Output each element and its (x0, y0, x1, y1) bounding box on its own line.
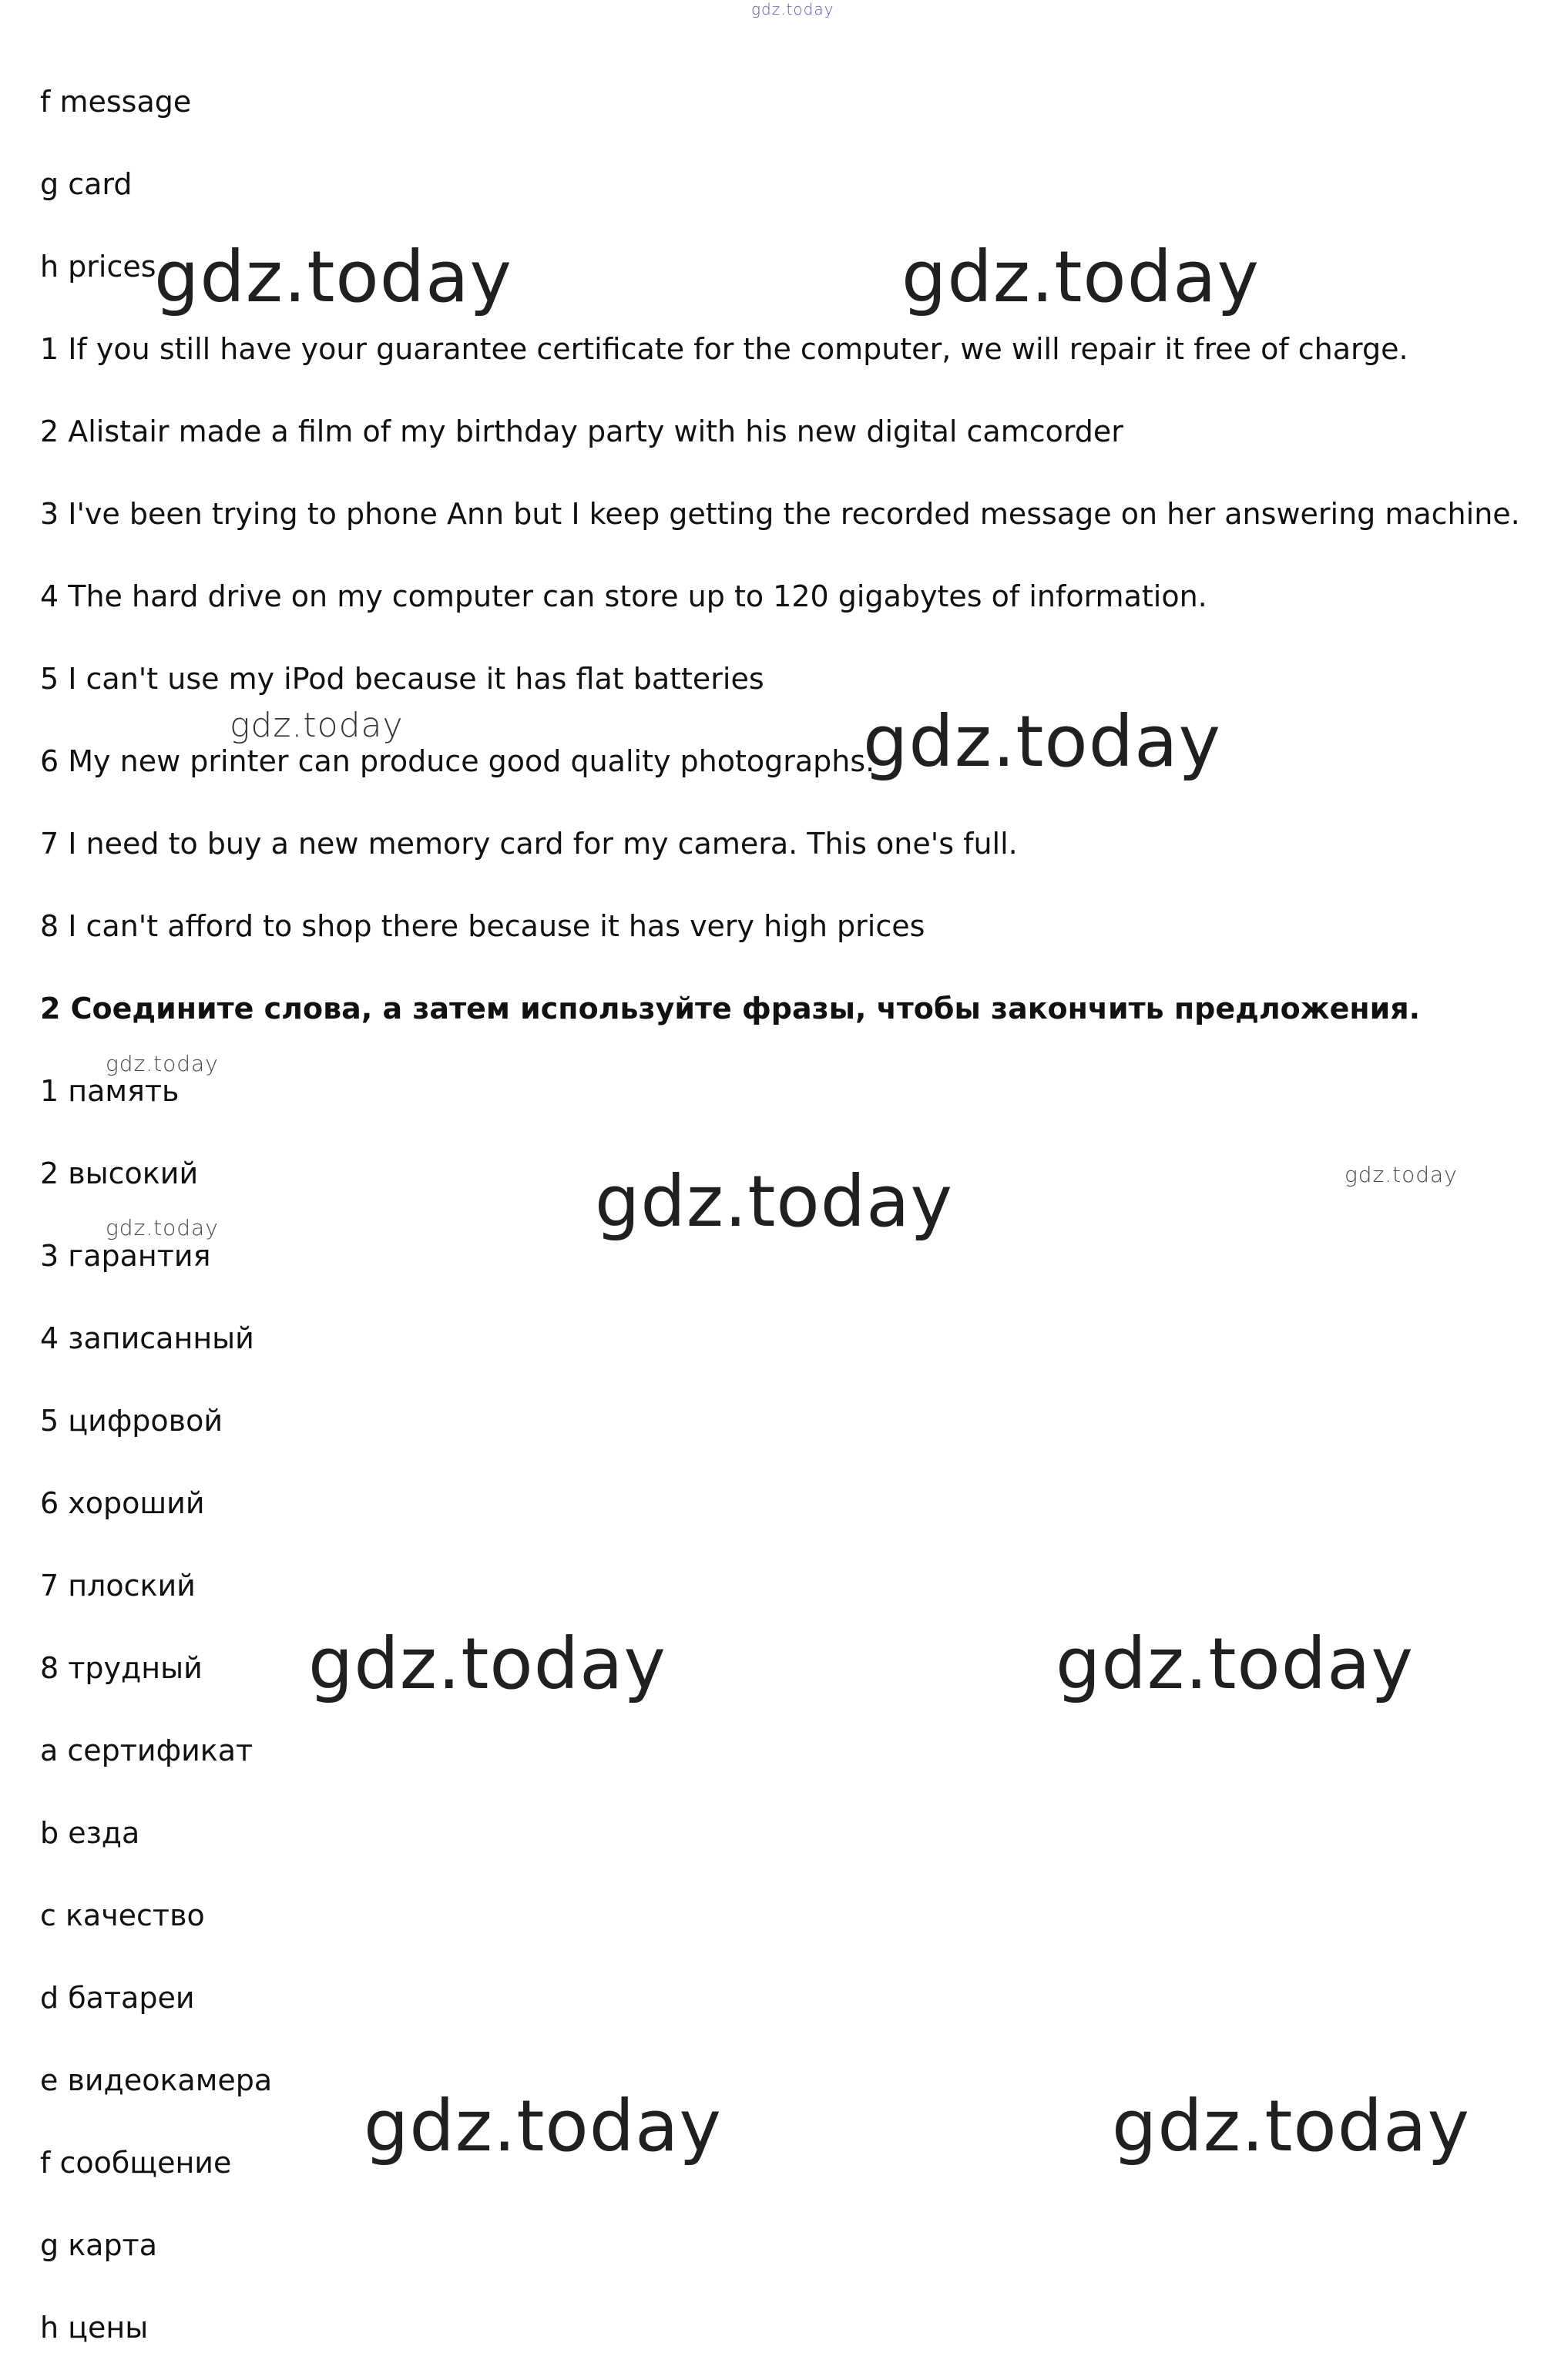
list-item: 5 цифровой (40, 1404, 223, 1438)
list-item: 3 гарантия (40, 1239, 211, 1273)
list-item: 6 хороший (40, 1486, 205, 1520)
text-line: 2 Alistair made a film of my birthday party with his new digital camcorder (40, 415, 1123, 448)
watermark: gdz.today (308, 1623, 666, 1705)
text-line: 3 I've been trying to phone Ann but I keep getting the recorded message on her answering machine. (40, 497, 1520, 531)
list-item: h цены (40, 2311, 149, 2345)
list-item: f сообщение (40, 2146, 232, 2180)
list-item: c качество (40, 1898, 205, 1932)
watermark: gdz.today (595, 1160, 953, 1243)
watermark: gdz.today (154, 236, 512, 318)
text-line: 6 My new printer can produce good quality photographs. (40, 744, 875, 778)
text-line: g card (40, 167, 133, 201)
header-watermark: gdz.today (751, 0, 834, 18)
watermark: gdz.today (230, 706, 404, 745)
list-item: 1 память (40, 1074, 180, 1108)
text-line: 4 The hard drive on my computer can store up to 120 gigabytes of information. (40, 579, 1207, 613)
text-line: 1 If you still have your guarantee certificate for the computer, we will repair it free of charge. (40, 332, 1408, 366)
watermark: gdz.today (106, 1215, 219, 1240)
list-item: a сертификат (40, 1734, 253, 1767)
watermark: gdz.today (901, 236, 1260, 318)
text-line: f message (40, 85, 192, 119)
watermark: gdz.today (1112, 2085, 1470, 2167)
list-item: g карта (40, 2228, 157, 2262)
list-item: 7 плоский (40, 1569, 196, 1603)
list-item: d батареи (40, 1981, 195, 2015)
watermark: gdz.today (1056, 1623, 1414, 1705)
list-item: 2 высокий (40, 1156, 199, 1190)
list-item: e видеокамера (40, 2063, 273, 2097)
text-line: 8 I can't afford to shop there because it has very high prices (40, 909, 925, 943)
text-line: 7 I need to buy a new memory card for my camera. This one's full. (40, 827, 1018, 861)
list-item: b езда (40, 1816, 140, 1850)
text-line: h prices (40, 250, 156, 284)
watermark: gdz.today (863, 700, 1221, 783)
text-line: 5 I can't use my iPod because it has flat batteries (40, 662, 764, 696)
list-item: 8 трудный (40, 1651, 203, 1685)
list-item: 4 записанный (40, 1321, 254, 1355)
section-heading: 2 Соедините слова, а затем используйте фразы, чтобы закончить предложения. (40, 992, 1421, 1026)
watermark: gdz.today (364, 2085, 722, 2167)
watermark: gdz.today (106, 1051, 219, 1076)
watermark: gdz.today (1345, 1162, 1458, 1187)
